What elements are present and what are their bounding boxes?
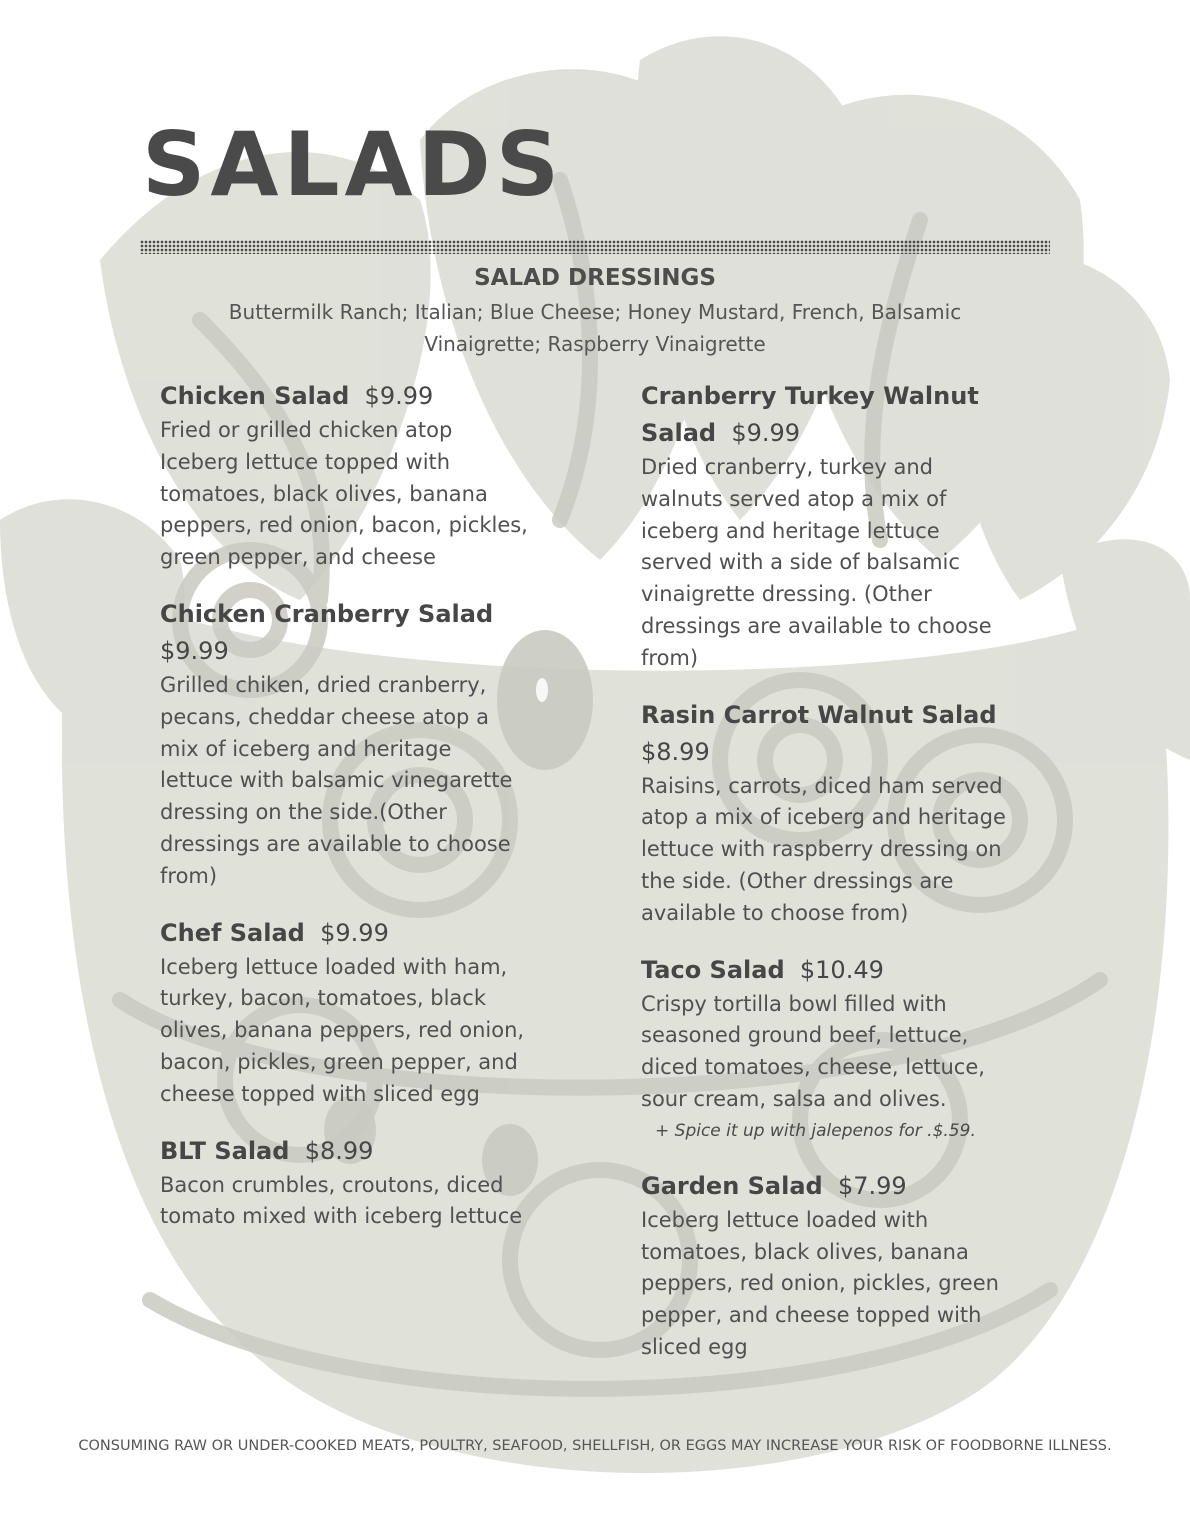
menu-item-title (160, 596, 530, 670)
menu-column-right (641, 378, 1011, 1386)
menu-item (160, 378, 530, 574)
menu-item-price: $9.99 (364, 382, 434, 410)
menu-item-addon-note: + Spice it up with jalepenos for .$.59. (655, 1120, 976, 1141)
menu-item-name: Taco Salad (641, 955, 785, 984)
dotted-divider (140, 240, 1050, 254)
menu-item (641, 1168, 1011, 1364)
menu-item-price: $7.99 (837, 1171, 907, 1200)
menu-item-name: Rasin Carrot Walnut Salad (641, 700, 997, 729)
menu-item-description: Raisins, carrots, diced ham served atop a mix of iceberg and heritage lettuce with raspberry dressing on the side. (Other dressings are available to choose from) (641, 773, 1006, 925)
dressings-list: Buttermilk Ranch; Italian; Blue Cheese; Honey Mustard, French, Balsamic Vinaigrette; Raspberry Vinaigrette (228, 300, 962, 356)
menu-item-description: Fried or grilled chicken atop Iceberg lettuce topped with tomatoes, black olives, banana peppers, red onion, bacon, pickles, green pepper, and cheese (160, 418, 528, 570)
menu-item-description: Grilled chiken, dried cranberry, pecans, cheddar cheese atop a mix of iceberg and heritage lettuce with balsamic vinegarette dressing on the side.(Other dressings are available to choose from) (160, 672, 513, 888)
menu-item-name: Chef Salad (160, 918, 305, 947)
page-title: SALADS (142, 113, 565, 216)
menu-item-price: $8.99 (641, 737, 710, 766)
menu-item-name: Chicken Salad (160, 382, 350, 410)
menu-item-description: Dried cranberry, turkey and walnuts served atop a mix of iceberg and heritage lettuce served with a side of balsamic vinaigrette dressing. (Other dressings are available to choose from) (641, 455, 992, 670)
salad-dressings-section (180, 262, 1010, 360)
menu-item-title (160, 915, 530, 952)
menu-item-title (160, 378, 530, 415)
menu-item (641, 697, 1011, 930)
menu-item-title (641, 1168, 1011, 1205)
menu-item-name: Garden Salad (641, 1171, 823, 1200)
menu-item-description: Bacon crumbles, croutons, diced tomato mixed with iceberg lettuce (160, 1172, 523, 1229)
menu-item (641, 952, 1011, 1146)
menu-item-price: $9.99 (731, 419, 801, 447)
menu-item (160, 915, 530, 1111)
menu-item-name: Chicken Cranberry Salad (160, 599, 494, 628)
menu-item-price: $9.99 (160, 636, 229, 665)
menu-item-price: $10.49 (799, 955, 884, 984)
menu-item-price: $8.99 (304, 1136, 374, 1165)
menu-item-title (641, 378, 1011, 452)
menu-item (641, 378, 1011, 675)
menu-item-description: Iceberg lettuce loaded with ham, turkey, bacon, tomatoes, black olives, banana peppers, red onion, bacon, pickles, green pepper, and cheese topped with sliced egg (160, 954, 525, 1106)
menu-item-name: BLT Salad (160, 1136, 290, 1165)
menu-item (160, 1133, 530, 1234)
menu-item-description: Iceberg lettuce loaded with tomatoes, black olives, banana peppers, red onion, pickles, green pepper, and cheese topped with sliced egg (641, 1207, 999, 1359)
menu-item-description: Crispy tortilla bowl filled with seasoned ground beef, lettuce, diced tomatoes, cheese, lettuce, sour cream, salsa and olives. (641, 991, 985, 1111)
menu-item-title (160, 1133, 530, 1170)
dressings-heading: SALAD DRESSINGS (474, 265, 716, 291)
menu-item-name: Cranberry Turkey Walnut Salad (641, 382, 979, 447)
menu-item-title (641, 952, 1011, 989)
menu-item (160, 596, 530, 893)
menu-column-left (160, 378, 530, 1255)
foodborne-illness-disclaimer: CONSUMING RAW OR UNDER-COOKED MEATS, POULTRY, SEAFOOD, SHELLFISH, OR EGGS MAY INCREASE YOUR RISK OF FOODBORNE ILLNESS. (78, 1438, 1112, 1454)
menu-item-title (641, 697, 1011, 771)
menu-item-price: $9.99 (320, 918, 389, 947)
